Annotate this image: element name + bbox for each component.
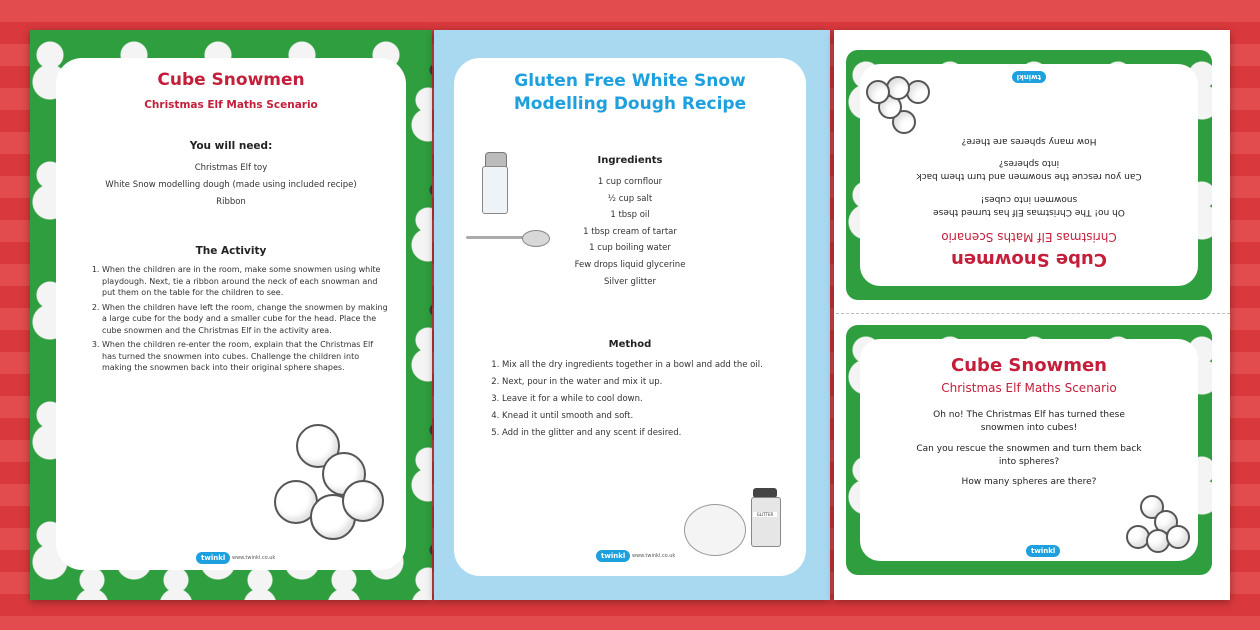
left-title: Cube Snowmen [157, 70, 305, 90]
snowball [1166, 525, 1190, 549]
card-line3: How many spheres are there? [961, 477, 1097, 487]
activity-list [84, 264, 388, 374]
method-list [484, 357, 792, 442]
twinkl-logo: twinkl [1026, 545, 1060, 557]
flipped-title: Cube Snowmen [951, 249, 1107, 270]
method-step: 5. Add in the glitter and any scent if desired. [502, 425, 792, 442]
twinkl-logo: twinkl [1012, 71, 1046, 83]
right-sheet [834, 30, 1230, 600]
recipe-title-line2: Modelling Dough Recipe [513, 94, 747, 114]
flipped-subtitle: Christmas Elf Maths Scenario [941, 230, 1117, 244]
flipped-snowball-pyramid-image [868, 78, 930, 134]
ingredient: 1 tbsp cream of tartar [583, 226, 677, 237]
card-title: Cube Snowmen [951, 355, 1107, 376]
flipped-line1: Oh no! The Christmas Elf has turned these snowmen into cubes! [933, 194, 1125, 217]
upside-down-panel [860, 64, 1198, 286]
card-subtitle: Christmas Elf Maths Scenario [941, 381, 1117, 395]
twinkl-url: www.twinkl.co.uk [632, 553, 676, 559]
spoon-image [466, 230, 548, 246]
upright-card [846, 325, 1212, 575]
ingredient: 1 cup cornflour [597, 177, 663, 187]
left-sheet [30, 30, 432, 600]
middle-card [454, 58, 806, 576]
snowball [866, 80, 890, 104]
need-item: Christmas Elf toy [194, 163, 268, 173]
left-subtitle: Christmas Elf Maths Scenario [144, 99, 318, 111]
salt-shaker-image [482, 152, 508, 216]
upside-down-card [846, 50, 1212, 300]
snowball-pyramid-image [274, 424, 384, 534]
activity-heading: The Activity [195, 245, 267, 257]
left-card [56, 58, 406, 570]
recipe-title-line1: Gluten Free White Snow [514, 71, 746, 91]
upright-panel [860, 339, 1198, 561]
card-line2: Can you rescue the snowmen and turn them back into spheres? [916, 444, 1142, 467]
need-heading: You will need: [189, 140, 273, 152]
twinkl-logo: twinkl [596, 550, 630, 562]
ingredient: Few drops liquid glycerine [574, 259, 686, 270]
snowball [342, 480, 384, 522]
cut-line [836, 313, 1230, 314]
glitter-label: GLITTER [753, 512, 777, 517]
twinkl-logo: twinkl [196, 552, 230, 564]
glitter-jar-image [751, 488, 779, 546]
ingredient: 1 cup boiling water [589, 243, 671, 254]
method-heading: Method [608, 339, 652, 350]
ingredient: Silver glitter [603, 276, 657, 287]
ingredient: ½ cup salt [607, 193, 653, 204]
need-item: White Snow modelling dough (made using included recipe) [105, 180, 357, 190]
middle-sheet [434, 30, 830, 600]
flipped-line3: How many spheres are there? [961, 136, 1097, 146]
activity-step: 2. When the children have left the room, change the snowmen by making a large cube for the body and a smaller cube for the head. Place the cube snowmen and the Christmas Elf in the activity area. [102, 302, 388, 337]
ingredients-list [550, 174, 710, 290]
ingredient: 1 tbsp oil [610, 210, 650, 221]
card-line1: Oh no! The Christmas Elf has turned these snowmen into cubes! [933, 410, 1125, 433]
dough-ball-image [684, 504, 746, 556]
method-step: 4. Knead it until smooth and soft. [502, 408, 792, 425]
snowball [906, 80, 930, 104]
activity-step: 3. When the children re-enter the room, explain that the Christmas Elf has turned the snowmen into cubes. Challenge the children into making the snowmen back into their original sphere shapes. [102, 339, 388, 374]
method-step: 3. Leave it for a while to cool down. [502, 391, 792, 408]
flipped-line2: Can you rescue the snowmen and turn them back into spheres? [916, 158, 1142, 181]
need-item: Ribbon [216, 197, 246, 207]
activity-step: 1. When the children are in the room, make some snowmen using white playdough. Next, tie a ribbon around the neck of each snowman and put them on the table for the children to see. [102, 264, 388, 299]
ingredients-heading: Ingredients [597, 155, 663, 166]
need-list [56, 160, 406, 211]
twinkl-url: www.twinkl.co.uk [232, 555, 276, 561]
method-step: 1. Mix all the dry ingredients together in a bowl and add the oil. [502, 357, 792, 374]
method-step: 2. Next, pour in the water and mix it up. [502, 374, 792, 391]
card-snowball-pyramid-image [1126, 495, 1188, 551]
